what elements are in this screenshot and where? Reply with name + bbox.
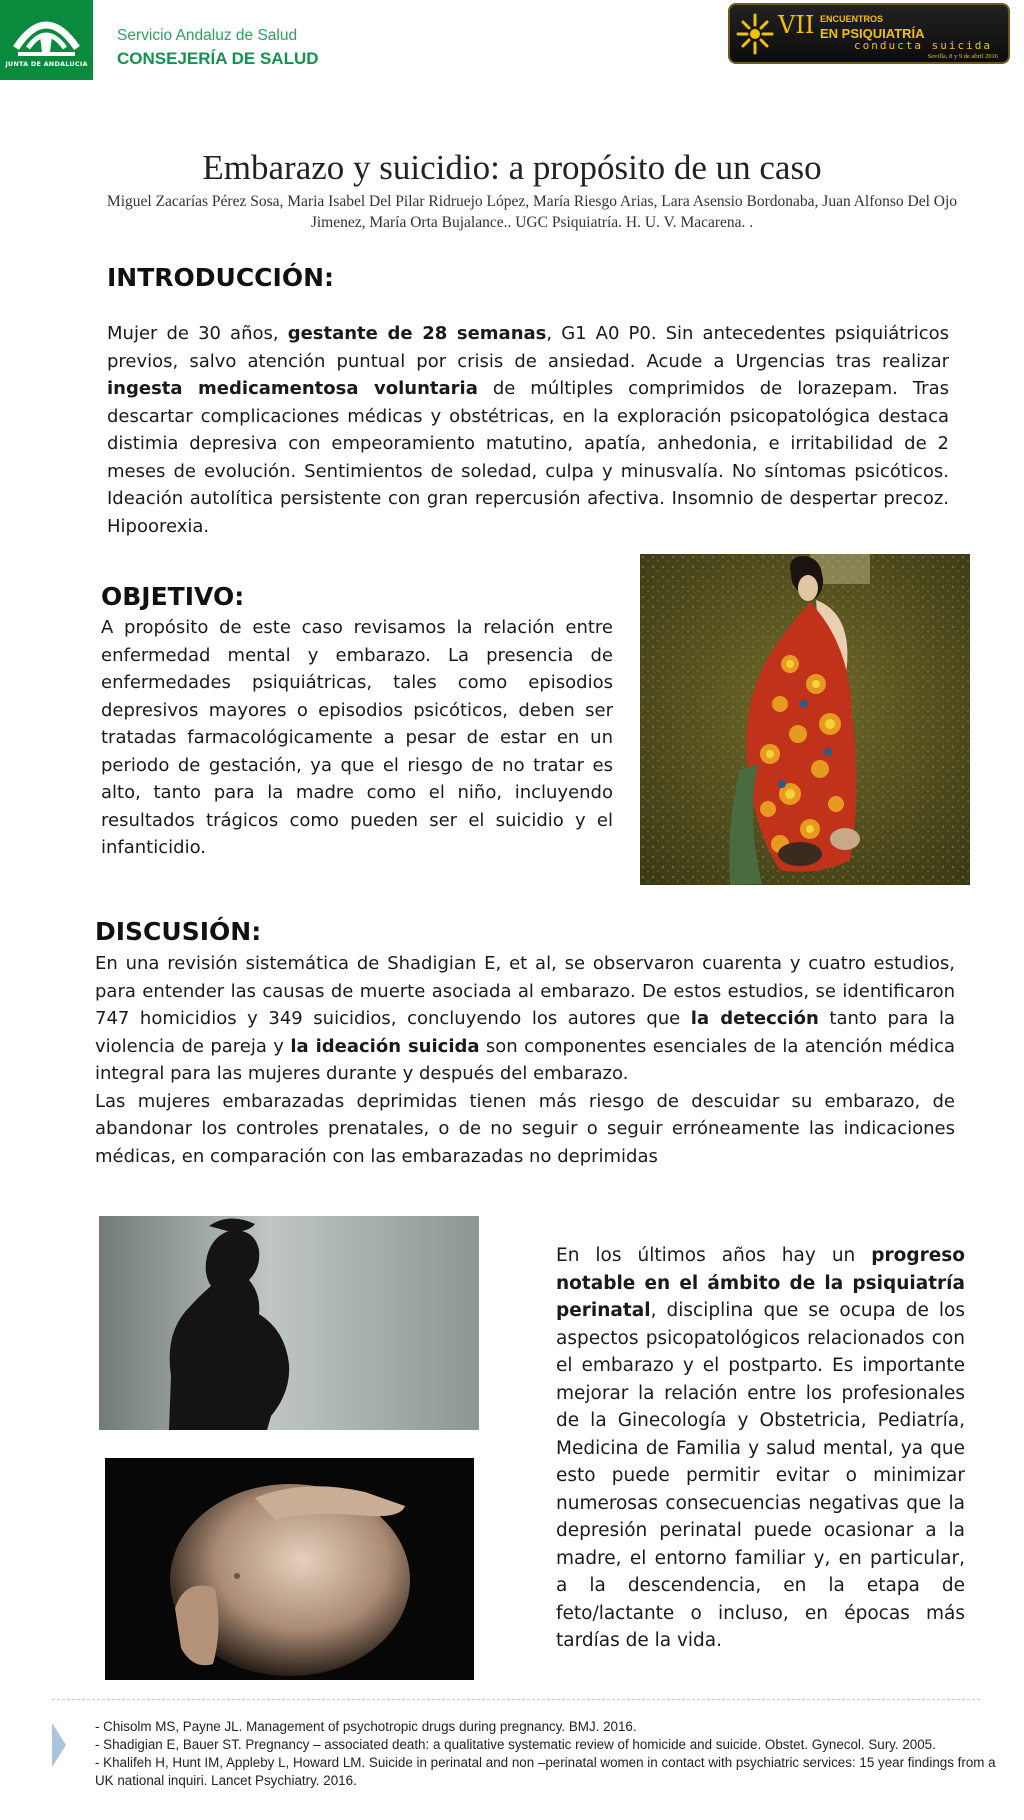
painting-image (640, 554, 970, 885)
event-edition: VII (778, 11, 815, 39)
discussion-text-1: En una revisión sistemática de Shadigian E, et al, se observaron cuarenta y cuatro estudios, para entender las causas de muerte asociada al embarazo. De estos estudios, se identificaron 747 homicidios y 349 suicidios, concluyendo los autores que (95, 953, 955, 1029)
pregnant-belly-photo (105, 1458, 474, 1680)
junta-logo-text: JUNTA DE ANDALUCIA (5, 60, 88, 68)
references-divider (52, 1699, 980, 1700)
event-line3: conducta suicida (854, 39, 992, 52)
org-name-line1: Servicio Andaluz de Salud (117, 27, 298, 44)
reference-item: - Khalifeh H, Hunt IM, Appleby L, Howard LM. Suicide in perinatal and non –perinatal women in contact with psychiatric services: 15 year findings from a UK national inquiri. Lancet Psychiatry. 2016. (95, 1755, 996, 1788)
poster-title: Embarazo y suicidio: a propósito de un caso (202, 148, 822, 187)
discussion-heading (95, 917, 261, 946)
triangle-right-icon (52, 1723, 66, 1767)
perinatal-text-1: En los últimos años hay un (556, 1245, 872, 1266)
sunburst-icon (734, 11, 776, 57)
intro-bold-1: gestante de 28 semanas (287, 323, 547, 344)
event-line2: EN PSIQUIATRÍA (820, 26, 925, 41)
event-line1: ENCUENTROS (820, 14, 884, 24)
intro-heading-colon: : (324, 263, 335, 292)
discussion-bold-2: la ideación suicida (290, 1035, 480, 1057)
reference-item: - Shadigian E, Bauer ST. Pregnancy – associated death: a qualitative systematic review of homicide and suicide. Obstet. Gynecol. Sury. 2005. (95, 1737, 936, 1752)
org-name-line2: CONSEJERÍA DE SALUD (117, 49, 319, 68)
objective-paragraph: A propósito de este caso revisamos la relación entre enfermedad mental y embarazo. La presencia de enfermedades psiquiátricas, tales como episodios depresivos mayores o episodios psicóticos, deben ser tratadas farmacológicamente a pesar de estar en un periodo de gestación, ya que el riesgo de no tratar es alto, tanto para la madre como el niño, incluyendo resultados trágicos como pueden ser el suicidio y el infanticidio. (101, 617, 613, 858)
objective-heading-text: OBJETIVO (101, 582, 235, 611)
objective-heading (101, 582, 244, 611)
references-list (95, 1718, 1000, 1790)
discussion-text-4: Las mujeres embarazadas deprimidas tienen más riesgo de descuidar su embarazo, de abandonar los controles prenatales, o de no seguir o seguir erróneamente las indicaciones médicas, en comparación con las embarazadas no deprimidas (95, 1090, 955, 1167)
pregnant-silhouette-photo (99, 1216, 479, 1430)
discussion-bold-1: la detección (690, 1008, 819, 1029)
intro-heading (107, 263, 334, 292)
junta-andalucia-logo (0, 0, 93, 80)
junta-emblem-icon (10, 8, 83, 60)
intro-text-3: de múltiples comprimidos de lorazepam. Tras descartar complicaciones médicas y obstétricas, en la exploración psicopatológica destaca distimia depresiva con empeoramiento matutino, apatía, anhedonia, e irritabilidad de 2 meses de evolución. Sentimientos de soledad, culpa y minusvalía. No síntomas psicóticos. Ideación autolítica persistente con gran repercusión afectiva. Insomnio de despertar precoz. Hipoorexia. (107, 378, 949, 537)
intro-text-1: Mujer de 30 años, (107, 323, 288, 344)
event-date: Sevilla, 8 y 9 de abril 2016 (927, 53, 998, 60)
event-logo (728, 3, 1010, 64)
discussion-heading-colon: : (251, 917, 262, 946)
intro-text-2: , G1 A0 P0. Sin antecedentes psiquiátricos previos, salvo atención puntual por crisis de ansiedad. Acude a Urgencias tras realizar (107, 323, 949, 372)
discussion-heading-text: DISCUSIÓN (95, 917, 252, 946)
perinatal-paragraph (556, 1242, 965, 1655)
intro-paragraph (107, 320, 949, 540)
discussion-paragraph (95, 950, 955, 1170)
intro-heading-text: INTRODUCCIÓN (107, 263, 325, 292)
authors: Miguel Zacarías Pérez Sosa, Maria Isabel Del Pilar Ridruejo López, María Riesgo Arias, Lara Asensio Bordonaba, Juan Alfonso Del Ojo Jimenez, María Orta Bujalance.. UGC Psiquiatría. H. U. V. Macarena. . (106, 193, 958, 231)
perinatal-text-2: , disciplina que se ocupa de los aspectos psicopatológicos relacionados con el embarazo y el postparto. Es importante mejorar la relación entre los profesionales de la Ginecología y Obstetricia, Pediatría, Medicina de Familia y salud mental, ya que esto puede permitir evitar o minimizar numerosas consecuencias negativas que la depresión perinatal puede ocasionar a la madre, el entorno familiar y, en particular, a la descendencia, en la etapa de feto/lactante o incluso, en épocas más tardías de la vida. (556, 1300, 965, 1651)
discussion-text-2: tanto para la violencia de pareja y (95, 1008, 956, 1057)
discussion-text-3: son componentes esenciales de la atención médica integral para las mujeres durante y después del embarazo. (95, 1035, 955, 1084)
perinatal-bold-1: progreso notable en el ámbito de la psiquiatría perinatal (556, 1245, 965, 1321)
reference-item: - Chisolm MS, Payne JL. Management of psychotropic drugs during pregnancy. BMJ. 2016. (95, 1719, 637, 1734)
intro-bold-2: ingesta medicamentosa voluntaria (107, 378, 478, 399)
objective-heading-colon: : (234, 582, 245, 611)
